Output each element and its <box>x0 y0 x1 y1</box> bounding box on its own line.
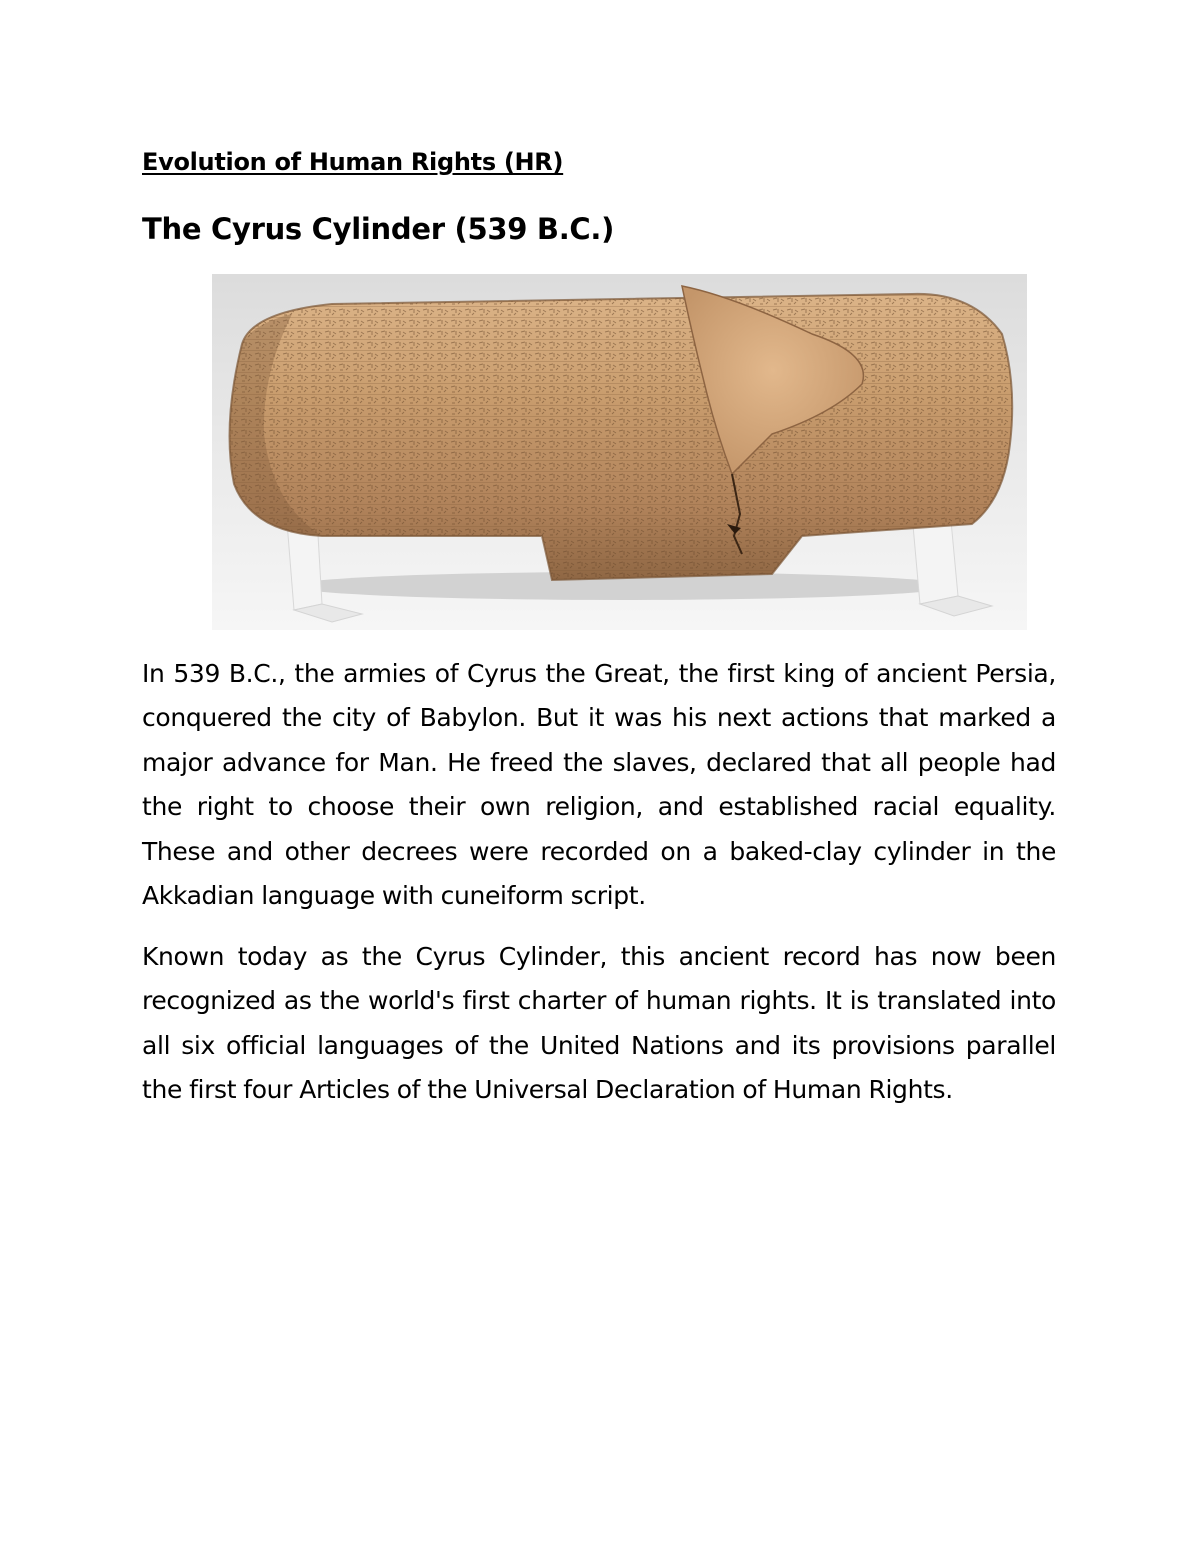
section-title: The Cyrus Cylinder (539 B.C.) <box>142 212 615 246</box>
cyrus-cylinder-photo <box>212 274 1027 630</box>
paragraph-2: Known today as the Cyrus Cylinder, this ancient record has now been recognized as the world's first charter of human rights. It is translated into all six official languages of the United Nations and its provisions parallel the first four Articles of the Universal Declaration of Human Rights. <box>142 942 1056 1105</box>
paragraph-1: In 539 B.C., the armies of Cyrus the Great, the first king of ancient Persia, conquered the city of Babylon. But it was his next actions that marked a major advance for Man. He freed the slaves, declared that all people had the right to choose their own religion, and established racial equality. These and other decrees were recorded on a baked-clay cylinder in the Akkadian language with cuneiform script. <box>142 659 1056 911</box>
document-heading: Evolution of Human Rights (HR) <box>142 148 564 176</box>
